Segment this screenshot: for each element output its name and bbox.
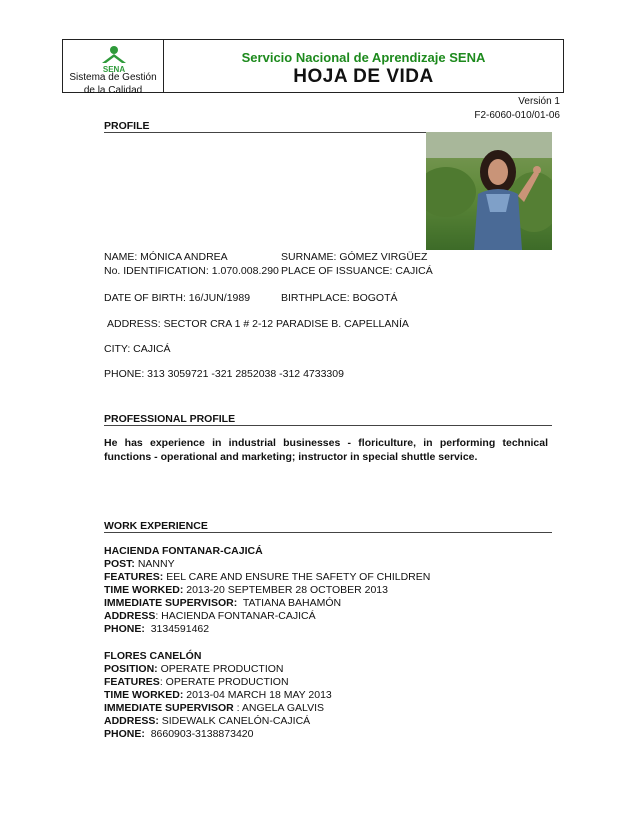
birthplace-field: BIRTHPLACE: BOGOTÁ (281, 292, 398, 304)
job-supervisor-label: IMMEDIATE SUPERVISOR (104, 702, 234, 714)
job-position-row (104, 558, 175, 571)
job-position-label: POSITION: (104, 663, 158, 675)
job-supervisor: TATIANA BAHAMÓN (242, 597, 342, 609)
city-field: CITY: CAJICÁ (104, 343, 171, 355)
profile-heading: PROFILE (104, 120, 150, 132)
job-position-row (104, 663, 284, 676)
name-field: NAME: MÓNICA ANDREA (104, 251, 228, 263)
job-supervisor-row (104, 597, 341, 610)
job-features: : OPERATE PRODUCTION (159, 676, 289, 688)
job-company: HACIENDA FONTANAR-CAJICÁ (104, 545, 263, 557)
job-address-row (104, 715, 310, 728)
birth-date-field: DATE OF BIRTH: 16/JUN/1989 (104, 292, 251, 304)
professional-profile-heading: PROFESSIONAL PROFILE (104, 413, 236, 425)
document-header (62, 39, 564, 96)
professional-profile-rule (104, 425, 552, 426)
phone-field: PHONE: 313 3059721 -321 2852038 -312 4733309 (104, 368, 344, 380)
job-supervisor-label: IMMEDIATE SUPERVISOR: (104, 597, 238, 609)
job-features-row (104, 571, 430, 584)
version-label: Versión 1 (518, 96, 560, 107)
job-position: OPERATE PRODUCTION (160, 663, 284, 675)
job-supervisor: : ANGELA GALVIS (236, 702, 324, 714)
job-address: SIDEWALK CANELÓN-CAJICÁ (161, 715, 311, 727)
professional-profile-line-2: functions - operational and marketing; instructor in special shuttle service. (104, 451, 478, 463)
job-time: 2013-20 SEPTEMBER 28 OCTOBER 2013 (186, 584, 388, 596)
job-address-row (104, 610, 316, 623)
issuance-place-field: PLACE OF ISSUANCE: CAJICÁ (281, 265, 433, 277)
job-position: NANNY (137, 558, 175, 570)
job-phone-label: PHONE: (104, 623, 145, 635)
quality-system-label: Sistema de Gestión de la Calidad (69, 72, 157, 96)
job-time-label: TIME WORKED: (104, 689, 184, 701)
job-features-label: FEATURES (104, 676, 160, 688)
job-phone-row (104, 623, 209, 636)
address-field: ADDRESS: SECTOR CRA 1 # 2-12 PARADISE B. CAPELLANÍA (107, 318, 409, 330)
sena-logo (97, 43, 131, 73)
job-position-label: POST: (104, 558, 135, 570)
job-time: 2013-04 MARCH 18 MAY 2013 (186, 689, 332, 701)
form-code: F2-6060-010/01-06 (474, 110, 560, 121)
logo-text: SENA (102, 65, 126, 73)
job-features: EEL CARE AND ENSURE THE SAFETY OF CHILDREN (166, 571, 431, 583)
work-experience-rule (104, 532, 552, 533)
job-phone-row (104, 728, 253, 741)
job-address-label: ADDRESS: (104, 715, 159, 727)
job-features-row (104, 676, 289, 689)
job-address-label: ADDRESS (104, 610, 156, 622)
photo-illustration (426, 132, 552, 250)
work-experience-heading: WORK EXPERIENCE (104, 520, 208, 532)
institution-name: Servicio Nacional de Aprendizaje SENA (241, 50, 486, 65)
id-number-field: No. IDENTIFICATION: 1.070.008.290 (104, 265, 279, 277)
job-phone: 3134591462 (150, 623, 210, 635)
professional-profile-line-1: He has experience in industrial businesses - floriculture, in performing technical (104, 437, 548, 449)
job-time-row (104, 584, 388, 597)
job-address: : HACIENDA FONTANAR-CAJICÁ (155, 610, 316, 622)
job-supervisor-row (104, 702, 324, 715)
job-phone-label: PHONE: (104, 728, 145, 740)
document-title: HOJA DE VIDA (293, 66, 434, 87)
surname-field: SURNAME: GÓMEZ VIRGÜEZ (281, 251, 428, 263)
job-time-row (104, 689, 332, 702)
job-features-label: FEATURES: (104, 571, 164, 583)
job-phone: 8660903-3138873420 (150, 728, 254, 740)
profile-photo (426, 132, 552, 250)
job-company: FLORES CANELÓN (104, 650, 202, 662)
job-time-label: TIME WORKED: (104, 584, 184, 596)
